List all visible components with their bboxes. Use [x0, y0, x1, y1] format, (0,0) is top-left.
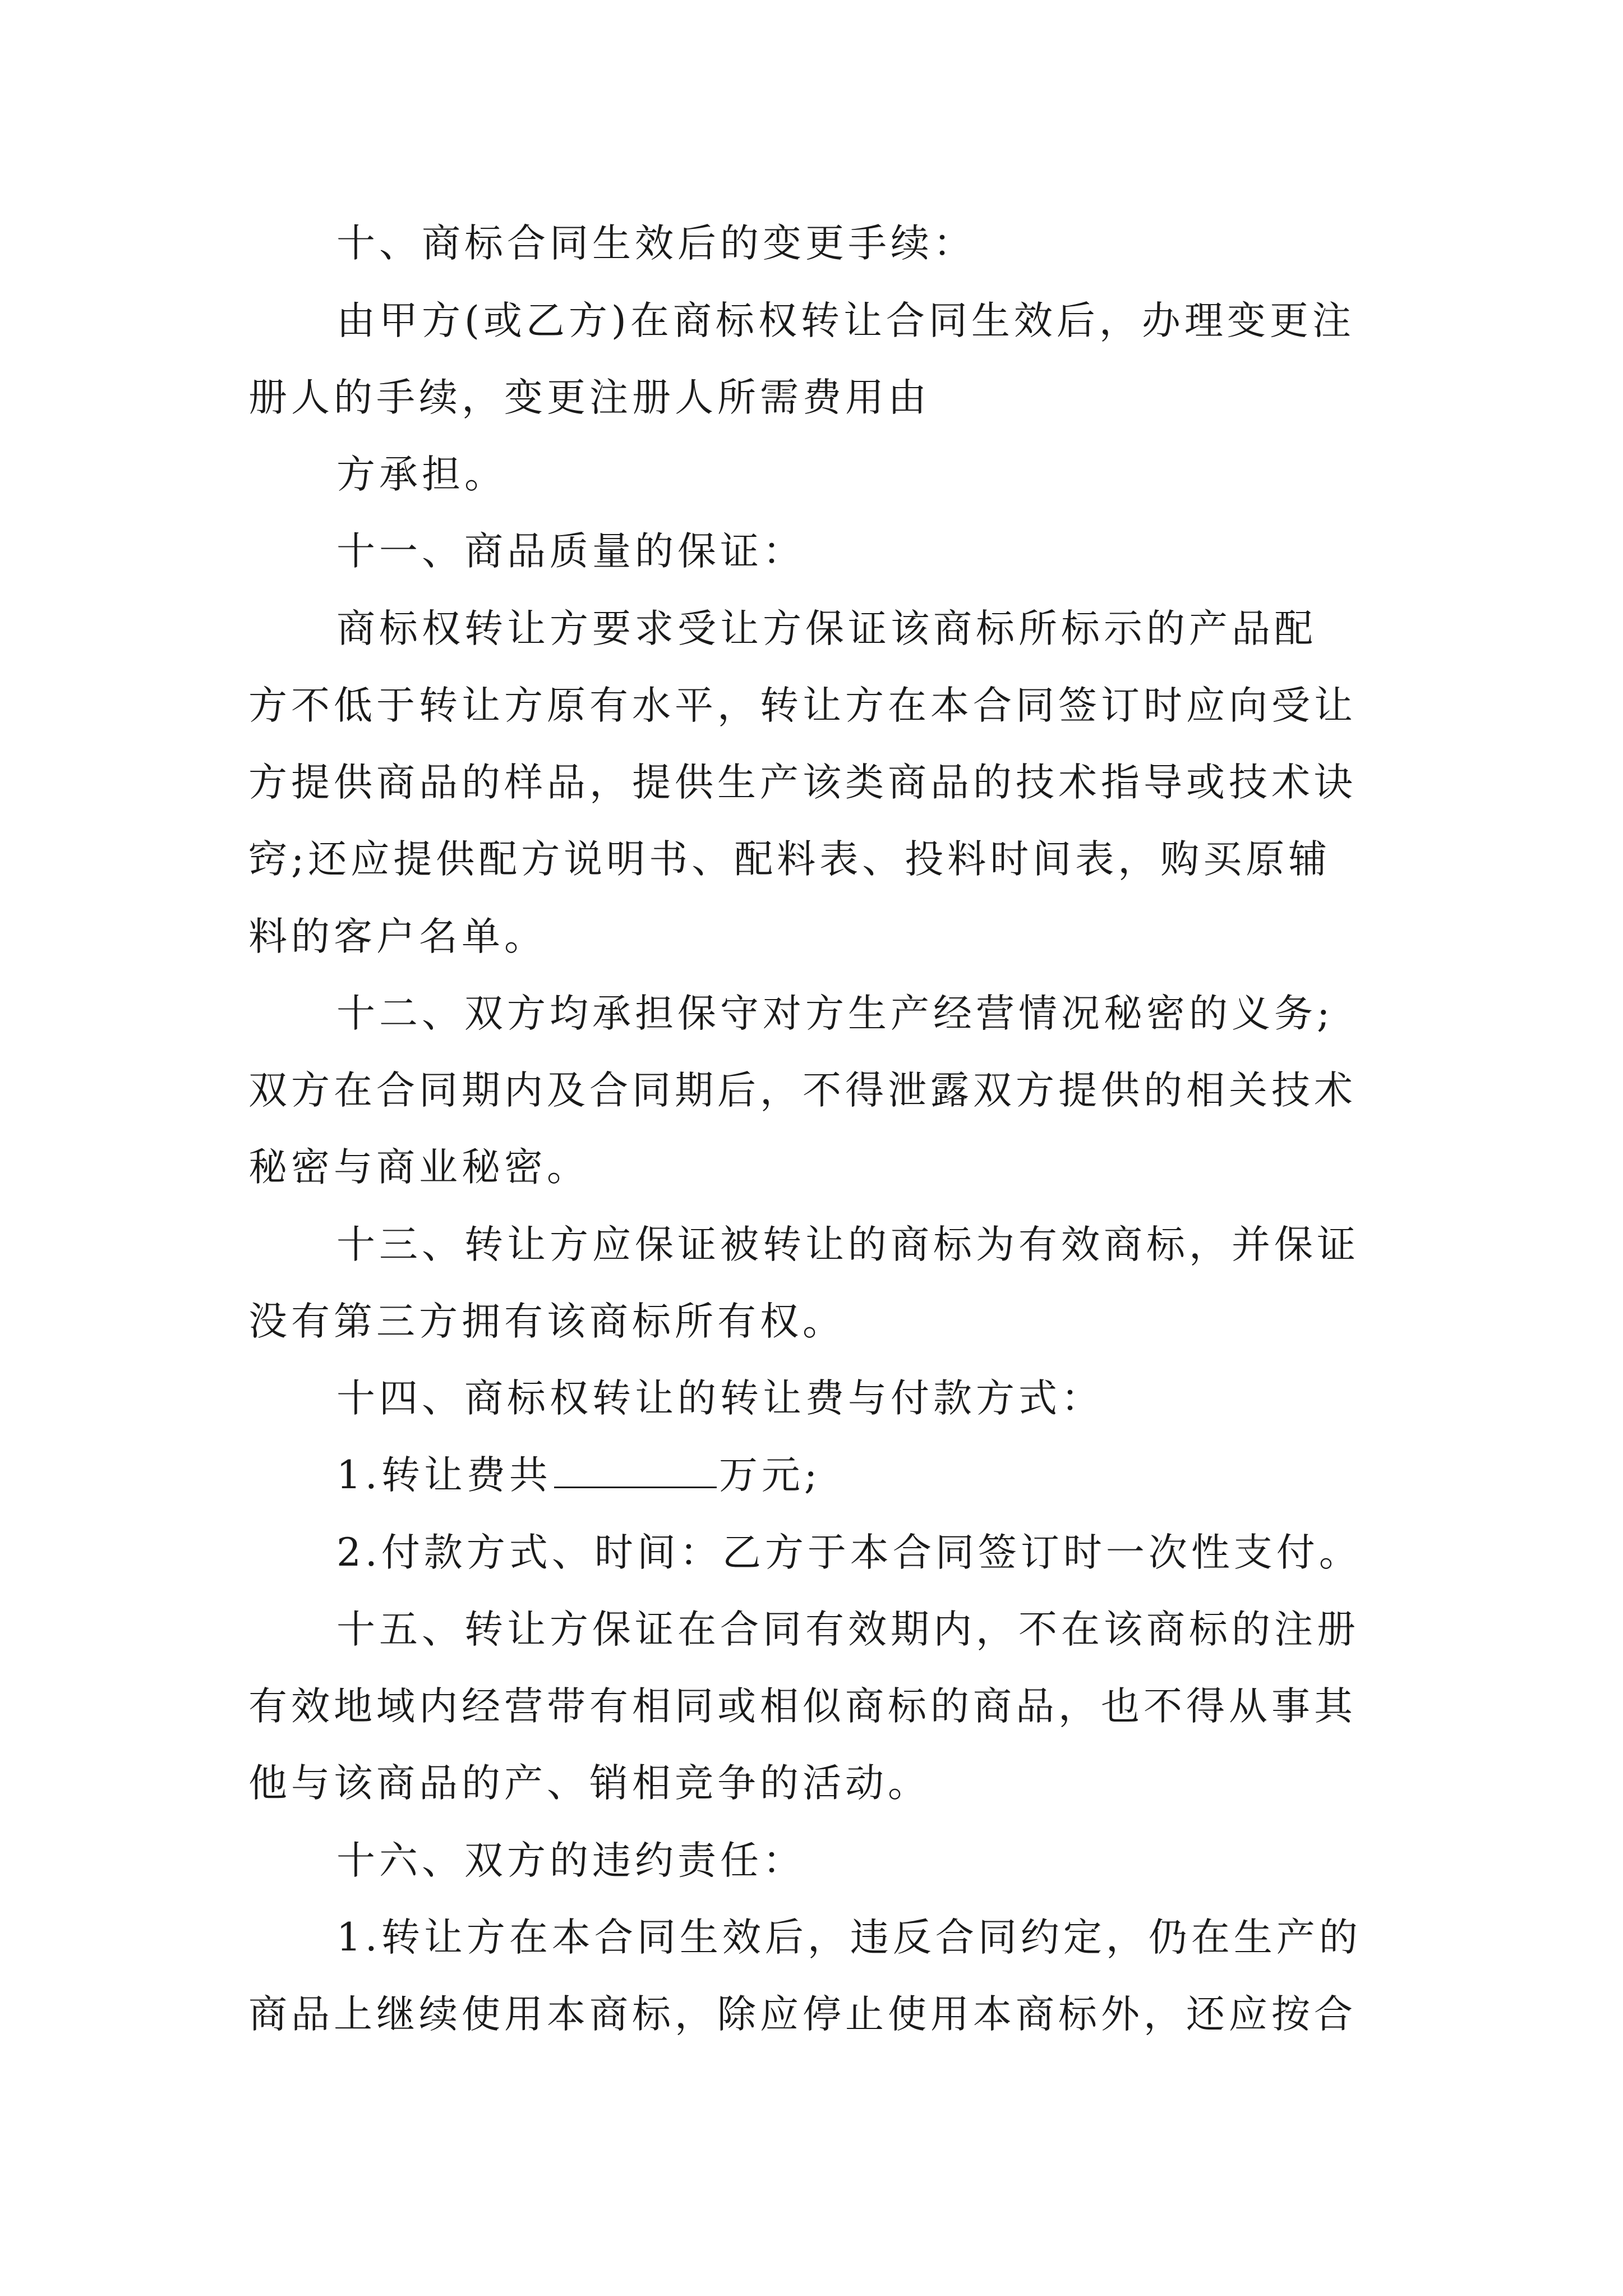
section-11-text-line-1: 商标权转让方要求受让方保证该商标所标示的产品配: [336, 606, 1317, 651]
section-16-heading: 十六、双方的违约责任：: [336, 1838, 805, 1883]
section-14-heading: 十四、商标权转让的转让费与付款方式：: [336, 1376, 1104, 1421]
section-12-text-line-2: 双方在合同期内及合同期后，不得泄露双方提供的相关技术: [248, 1068, 1357, 1113]
section-16-item-1-line-2: 商品上继续使用本商标，除应停止使用本商标外，还应按合: [248, 1992, 1357, 2037]
section-10-heading: 十、商标合同生效后的变更手续：: [336, 221, 976, 266]
section-11-heading: 十一、商品质量的保证：: [336, 529, 805, 574]
section-11-text-line-5: 料的客户名单。: [248, 914, 547, 959]
section-14-item-1: [336, 1451, 821, 1500]
section-15-text-line-2: 有效地域内经营带有相同或相似商标的商品，也不得从事其: [248, 1684, 1357, 1729]
section-12-text-line-3: 秘密与商业秘密。: [248, 1145, 589, 1190]
section-15-text-line-1: 十五、转让方保证在合同有效期内，不在该商标的注册: [336, 1607, 1359, 1652]
section-14-item-2: 2.付款方式、时间：乙方于本合同签订时一次性支付。: [336, 1530, 1362, 1575]
fee-label: 1.转让费共: [336, 1453, 552, 1498]
fee-unit: 万元;: [718, 1453, 822, 1498]
section-12-text-line-1: 十二、双方均承担保守对方生产经营情况秘密的义务;: [336, 991, 1334, 1036]
section-10-text-line-3: 方承担。: [336, 452, 507, 497]
section-11-text-line-4: 窍;还应提供配方说明书、配料表、投料时间表，购买原辅: [248, 837, 1331, 882]
section-16-item-1-line-1: 1.转让方在本合同生效后，违反合同约定，仍在生产的: [336, 1915, 1362, 1960]
section-13-text-line-1: 十三、转让方应保证被转让的商标为有效商标，并保证: [336, 1222, 1359, 1267]
section-15-text-line-3: 他与该商品的产、销相竞争的活动。: [248, 1761, 930, 1806]
section-13-text-line-2: 没有第三方拥有该商标所有权。: [248, 1299, 845, 1344]
section-10-text-line-2: 册人的手续，变更注册人所需费用由: [248, 375, 930, 420]
section-10-text-line-1: 由甲方(或乙方)在商标权转让合同生效后，办理变更注: [336, 298, 1355, 343]
fee-blank-line: [554, 1452, 717, 1488]
section-11-text-line-3: 方提供商品的样品，提供生产该类商品的技术指导或技术诀: [248, 760, 1357, 805]
section-11-text-line-2: 方不低于转让方原有水平，转让方在本合同签订时应向受让: [248, 683, 1357, 728]
